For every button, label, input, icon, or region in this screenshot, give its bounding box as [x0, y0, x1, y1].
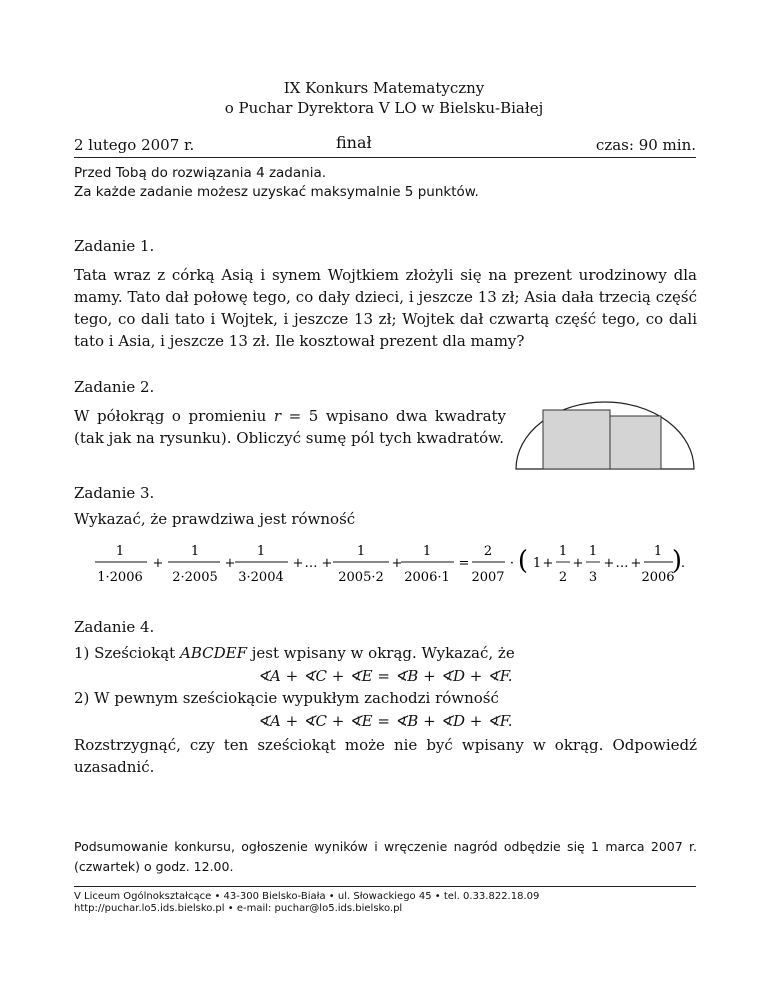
- plus-7: +: [572, 556, 584, 571]
- divider-top: [74, 157, 696, 158]
- rfrac3-num: 1: [653, 544, 663, 559]
- divider-bottom: [74, 886, 696, 887]
- page-subtitle: o Puchar Dyrektora V LO w Bielsku-Białej: [224, 99, 544, 117]
- task2-text: [74, 405, 506, 449]
- cdot-sign: ·: [509, 556, 515, 571]
- formula-period: .: [680, 556, 685, 571]
- task2-radius-eq: = 5: [281, 407, 319, 425]
- task3-formula: [95, 538, 685, 590]
- task4-part1-prefix: 1) Sześciokąt: [74, 644, 180, 662]
- frac4-num: 1: [356, 544, 366, 559]
- plus-6: +: [542, 556, 554, 571]
- frac1-den: 1·2006: [97, 570, 143, 585]
- frac4-den: 2005·2: [338, 570, 384, 585]
- task4-part1-suffix: jest wpisany w okrąg. Wykazać, że: [246, 644, 515, 662]
- task4-heading: Zadanie 4.: [74, 618, 155, 636]
- one-term: 1: [532, 556, 542, 571]
- task3-heading: Zadanie 3.: [74, 484, 155, 502]
- task2-text-before: W półokrąg o promieniu: [74, 407, 274, 425]
- frac2-den: 2·2005: [172, 570, 218, 585]
- task4-part1: [74, 644, 515, 662]
- frac2-num: 1: [190, 544, 200, 559]
- plus-4: +: [321, 556, 333, 571]
- frac3-num: 1: [256, 544, 266, 559]
- task4-hexagon-name: ABCDEF: [179, 644, 247, 662]
- dots-2: …: [615, 556, 629, 571]
- semicircle-figure: [510, 400, 700, 472]
- dots-1: …: [304, 556, 318, 571]
- frac1-num: 1: [115, 544, 125, 559]
- footer-address: V Liceum Ogólnokształcące • 43-300 Bielsko-Biała • ul. Słowackiego 45 • tel. 0.33.822.18.09: [74, 891, 540, 902]
- frac5-num: 1: [422, 544, 432, 559]
- plus-9: +: [630, 556, 642, 571]
- task4-part2: 2) W pewnym sześciokącie wypukłym zachodzi równość: [74, 689, 499, 707]
- frac6-den: 2007: [471, 570, 505, 585]
- task3-text: Wykazać, że prawdziwa jest równość: [74, 510, 356, 528]
- small-square: [610, 416, 661, 469]
- exam-time: czas: 90 min.: [595, 136, 696, 154]
- task1-heading: Zadanie 1.: [74, 237, 155, 255]
- plus-1: +: [152, 556, 164, 571]
- footer-note: Podsumowanie konkursu, ogłoszenie wyników i wręczenie nagród odbędzie się 1 marca 2007 r. (czwartek) o godz. 12.00.: [74, 839, 697, 874]
- rfrac3-den: 2006: [641, 570, 675, 585]
- rfrac2-den: 3: [588, 570, 598, 585]
- task4-equation-1: ∢A + ∢C + ∢E = ∢B + ∢D + ∢F.: [257, 667, 513, 685]
- page-title: IX Konkurs Matematyczny: [283, 79, 485, 97]
- plus-5: +: [391, 556, 403, 571]
- plus-2: +: [224, 556, 236, 571]
- rfrac1-num: 1: [558, 544, 568, 559]
- rfrac2-num: 1: [588, 544, 598, 559]
- rfrac1-den: 2: [558, 570, 568, 585]
- frac6-num: 2: [483, 544, 493, 559]
- frac3-den: 3·2004: [238, 570, 284, 585]
- equals-sign: =: [458, 556, 470, 571]
- footer-contact: http://puchar.lo5.ids.bielsko.pl • e-mail: puchar@lo5.ids.bielsko.pl: [74, 903, 403, 914]
- task1-text: Tata wraz z córką Asią i synem Wojtkiem złożyli się na prezent urodzinowy dla mamy. Tato dał połowę tego, co dały dzieci, i jeszcze 13 zł; Asia dała trzecią część tego, co dali tato i Wojtek, i jeszcze 13 zł; Wojtek dał czwartą część tego, co dali tato i Asia, i jeszcze 13 zł. Ile kosztował prezent dla mamy?: [74, 266, 697, 350]
- task4-question: Rozstrzygnąć, czy ten sześciokąt może nie być wpisany w okrąg. Odpowiedź uzasadnić.: [74, 736, 697, 776]
- intro-line-2: Za każde zadanie możesz uzyskać maksymalnie 5 punktów.: [74, 184, 479, 200]
- intro-line-1: Przed Tobą do rozwiązania 4 zadania.: [74, 165, 327, 181]
- exam-date: 2 lutego 2007 r.: [74, 136, 195, 154]
- large-square: [543, 410, 610, 469]
- task4-equation-2: ∢A + ∢C + ∢E = ∢B + ∢D + ∢F.: [257, 712, 513, 730]
- task2-radius-var: r: [273, 407, 282, 425]
- plus-3: +: [292, 556, 304, 571]
- task2-heading: Zadanie 2.: [74, 378, 155, 396]
- plus-8: +: [603, 556, 615, 571]
- exam-stage: finał: [336, 133, 372, 152]
- paren-close: ): [671, 546, 683, 576]
- frac5-den: 2006·1: [404, 570, 450, 585]
- paren-open: (: [517, 546, 529, 576]
- task2-text-after: wpisano dwa kwadraty (tak jak na rysunku). Obliczyć sumę pól tych kwadratów.: [74, 407, 507, 447]
